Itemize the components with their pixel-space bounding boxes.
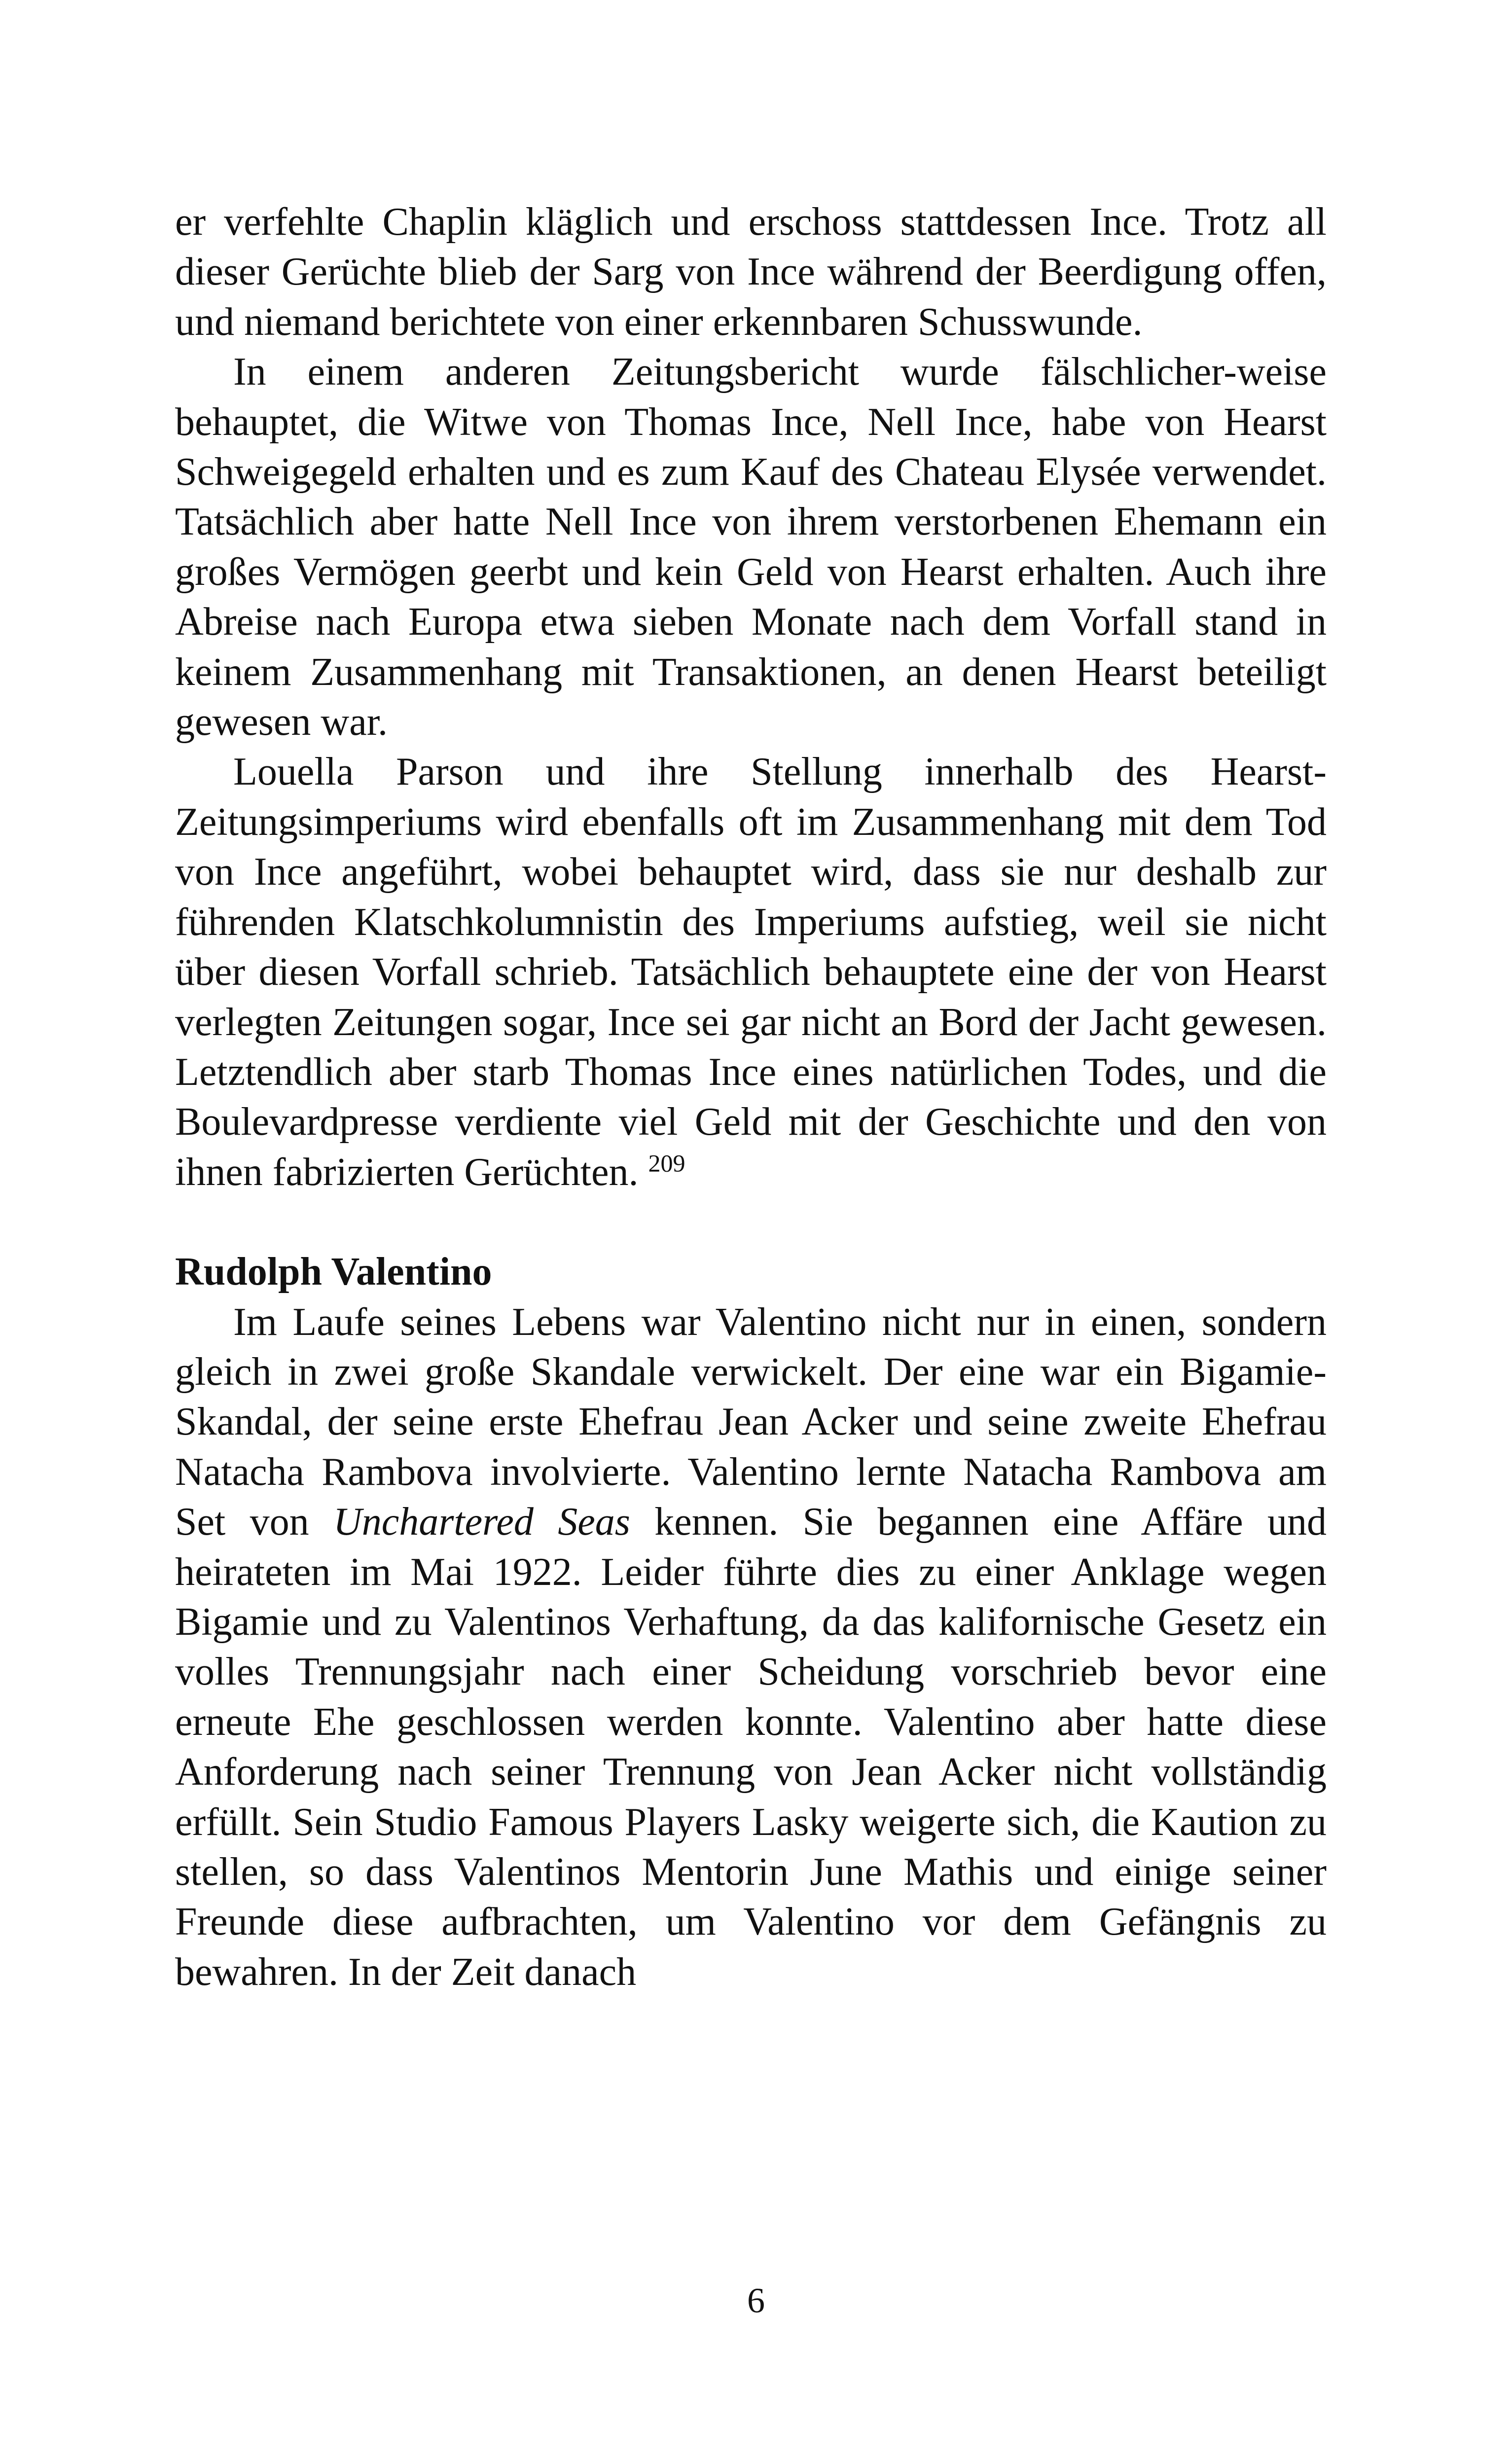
section-heading: Rudolph Valentino [175,1250,492,1294]
section-paragraph [175,1297,1327,1998]
paragraph-3 [175,747,1327,1197]
film-title: Unchartered Seas [333,1500,630,1544]
paragraph-3-text: Louella Parson und ihre Stellung innerhalb des Hearst-Zeitungsimperiums wird ebenfalls oft im Zusammenhang mit dem Tod von Ince angeführt, wobei behauptet wird, dass sie nur deshalb zur führenden Klatschkolumnistin des Imperiums aufstieg, weil sie nicht über diesen Vorfall schrieb. Tatsächlich behauptete eine der von Hearst verlegten Zeitungen sogar, Ince sei gar nicht an Bord der Jacht gewesen. Letztendlich aber starb Thomas Ince eines natürlichen Todes, und die Boulevardpresse verdiente viel Geld mit der Geschichte und den von ihnen fabrizierten Gerüchten. [175,750,1327,1194]
page-number: 6 [747,2281,765,2320]
page-body [175,197,1327,1997]
footnote-marker: 209 [648,1149,685,1177]
paragraph-2: In einem anderen Zeitungsbericht wurde fälschlicher-weise behauptet, die Witwe von Thomas Ince, Nell Ince, habe von Hearst Schweigegeld erhalten und es zum Kauf des Chateau Elysée verwendet. Tatsächlich aber hatte Nell Ince von ihrem verstorbenen Ehemann ein großes Vermögen geerbt und kein Geld von Hearst erhalten. Auch ihre Abreise nach Europa etwa sieben Monate nach dem Vorfall stand in keinem Zusammenhang mit Transaktionen, an denen Hearst beteiligt gewesen war. [175,350,1327,744]
section-paragraph-part1: Im Laufe seines Lebens war Valentino nicht nur in einen, sondern gleich in zwei große Skandale verwickelt. Der eine war ein Bigamie-Skandal, der seine erste Ehefrau Jean Acker und seine zweite Ehefrau Natacha Rambova involvierte. Valentino lernte Natacha Rambova am Set von [175,1300,1327,1544]
section-paragraph-part2: kennen. Sie begannen eine Affäre und heirateten im Mai 1922. Leider führte dies zu einer Anklage wegen Bigamie und zu Valentinos Verhaftung, da das kalifornische Gesetz ein volles Trennungsjahr nach einer Scheidung vorschrieb bevor eine erneute Ehe geschlossen werden konnte. Valentino aber hatte diese Anforderung nach seiner Trennung von Jean Acker nicht vollständig erfüllt. Sein Studio Famous Players Lasky weigerte sich, die Kaution zu stellen, so dass Valentinos Mentorin June Mathis und einige seiner Freunde diese aufbrachten, um Valentino vor dem Gefängnis zu bewahren. In der Zeit danach [175,1500,1327,1994]
paragraph-1: er verfehlte Chaplin kläglich und erschoss stattdessen Ince. Trotz all dieser Gerüchte blieb der Sarg von Ince während der Beerdigung offen, und niemand berichtete von einer erkennbaren Schusswunde. [175,200,1327,344]
